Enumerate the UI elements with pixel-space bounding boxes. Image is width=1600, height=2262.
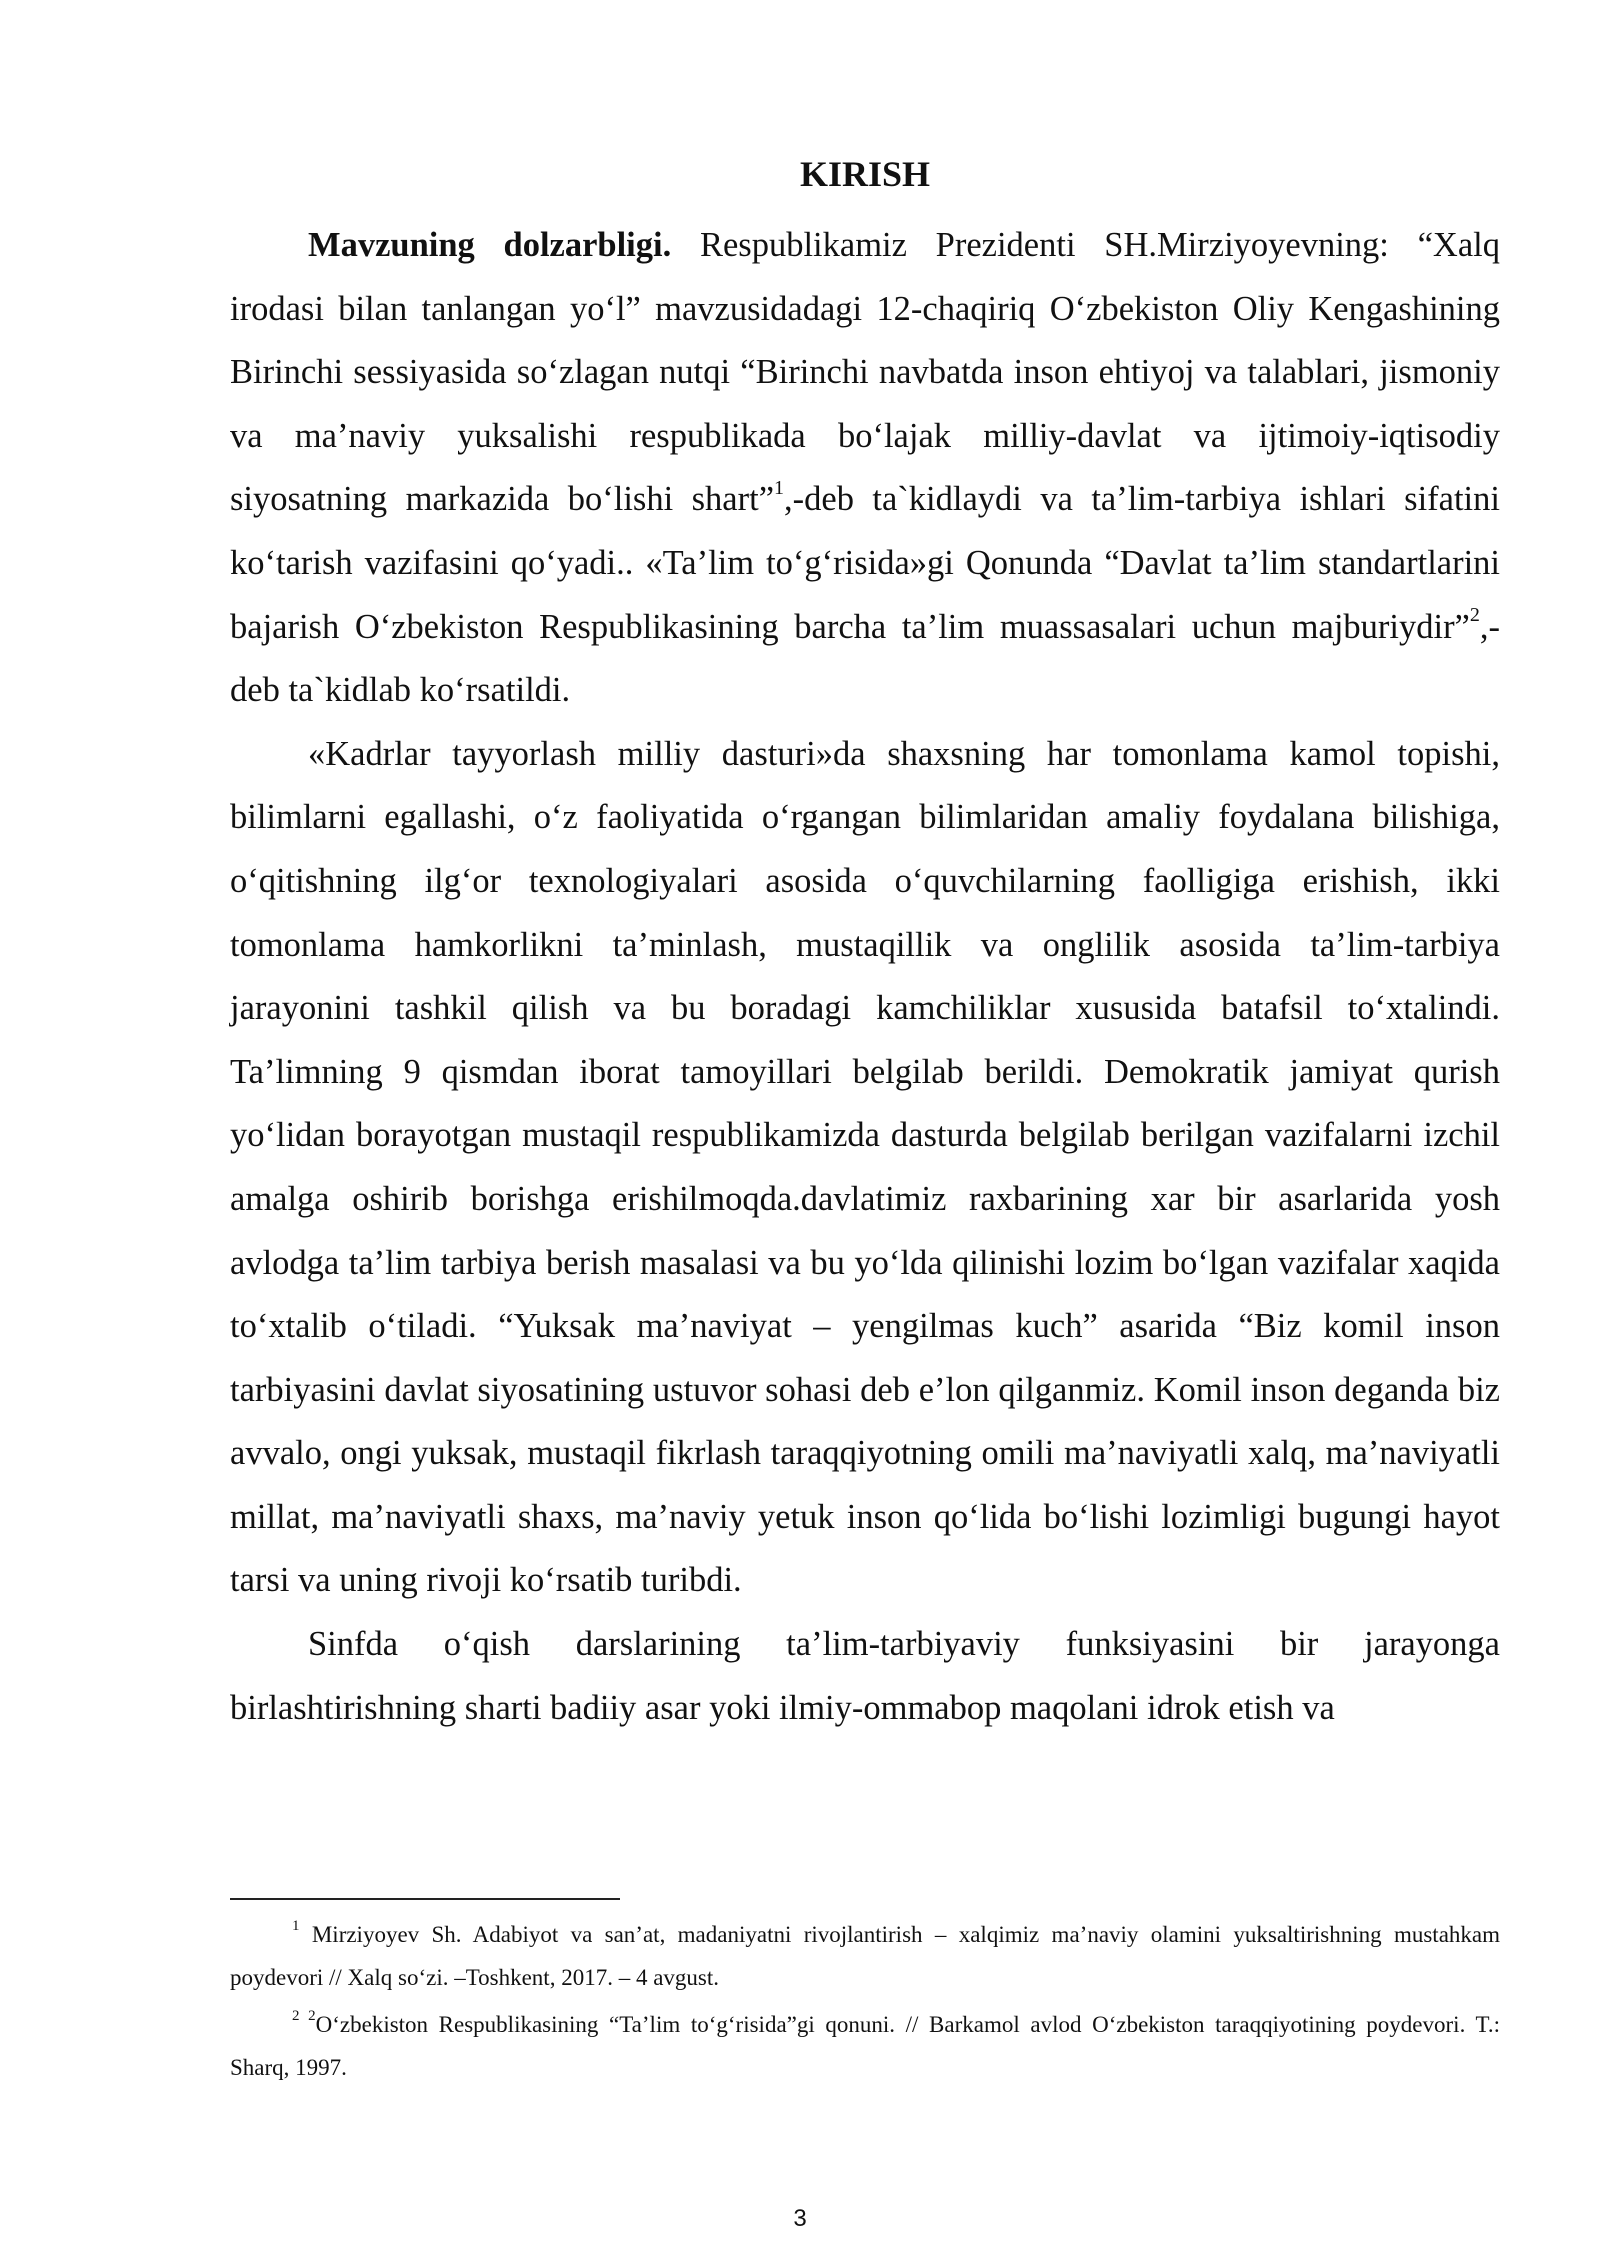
body-text [230, 214, 1500, 1740]
paragraph-3: Sinfda o‘qish darslarining ta’lim-tarbiyaviy funksiyasini bir jarayonga birlashtirishning sharti badiiy asar yoki ilmiy-ommabop maqolani idrok etish va [230, 1625, 1500, 1727]
footnote-2 [230, 2003, 1500, 2089]
paragraph-2: «Kadrlar tayyorlash milliy dasturi»da shaxsning har tomonlama kamol topishi, bilimlarni egallashi, o‘z faoliyatida o‘rgangan bilimlaridan amaliy foydalana bilishiga, o‘qitishning ilg‘or texnologiyalari asosida o‘quvchilarning faolligiga erishish, ikki tomonlama hamkorlikni ta’minlash, mustaqillik va onglilik asosida ta’lim-tarbiya jarayonini tashkil qilish va bu boradagi kamchiliklar xususida batafsil to‘xtalindi. Ta’limning 9 qismdan iborat tamoyillari belgilab berildi. Demokratik jamiyat qurish yo‘lidan borayotgan mustaqil respublikamizda dasturda belgilab berilgan vazifalarni izchil amalga oshirib borishga erishilmoqda.davlatimiz raxbarining xar bir asarlarida yosh avlodga ta’lim tarbiya berish masalasi va bu yo‘lda qilinishi lozim bo‘lgan vazifalar xaqida to‘xtalib o‘tiladi. “Yuksak ma’naviyat – yengilmas kuch” asarida “Biz komil inson tarbiyasini davlat siyosatining ustuvor sohasi deb e’lon qilganmiz. Komil inson deganda biz avvalo, ongi yuksak, mustaqil fikrlash taraqqiyotning omili ma’naviyatli xalq, ma’naviyatli millat, ma’naviyatli shaxs, ma’naviy yetuk inson qo‘lida bo‘lishi lozimligi bugungi hayot tarsi va uning rivoji ko‘rsatib turibdi. [230, 734, 1500, 1600]
paragraph-1-text-a: Respublikamiz Prezidenti SH.Mirziyoyevning: “Xalq irodasi bilan tanlangan yo‘l” mavzusidadagi 12-chaqiriq O‘zbekiston Oliy Kengashining Birinchi sessiyasida so‘zlagan nutqi “Birinchi navbatda inson ehtiyoj va talablari, jismoniy va ma’naviy yuksalishi respublikada bo‘lajak milliy-davlat va ijtimoiy-iqtisodiy siyosatning markazida bo‘lishi shart” [230, 226, 1500, 519]
footnote-2-text: O‘zbekiston Respublikasining “Ta’lim to‘g‘risida”gi qonuni. // Barkamol avlod O‘zbekiston taraqqiyotining poydevori. T.: Sharq, 1997. [230, 2012, 1501, 2080]
footnote-ref-2: 2 [1469, 604, 1480, 627]
footnote-separator [230, 1898, 620, 1900]
paragraph-1-text-c: ,- deb ta`kidlab ko‘rsatildi. [230, 607, 1500, 710]
paragraph-1 [230, 214, 1500, 723]
footnote-1-mark: 1 [292, 1918, 300, 1935]
paragraph-lead: Mavzuning dolzarbligi. [308, 226, 672, 264]
footnote-2-mark: 2 2 [292, 2008, 316, 2025]
footnote-ref-1: 1 [774, 476, 785, 499]
footnote-1-text: Mirziyoyev Sh. Adabiyot va san’at, madaniyatni rivojlantirish – xalqimiz ma’naviy olamini yuksaltirishning mustahkam poydevori // Xalq so‘zi. –Toshkent, 2017. – 4 avgust. [230, 1922, 1500, 1990]
paragraph-1-text-b: ,-deb ta`kidlaydi va ta’lim-tarbiya ishlari sifatini ko‘tarish vazifasini qo‘yadi.. «Ta’lim to‘g‘risida»gi Qonunda “Davlat ta’lim standartlarini bajarish O‘zbekiston Respublikasining barcha ta’lim muassasalari uchun majburiydir” [230, 480, 1500, 646]
footnote-1 [230, 1913, 1500, 1999]
footnotes [230, 1913, 1500, 2093]
page-number: 3 [793, 2205, 807, 2232]
section-heading: KIRISH [799, 154, 931, 194]
